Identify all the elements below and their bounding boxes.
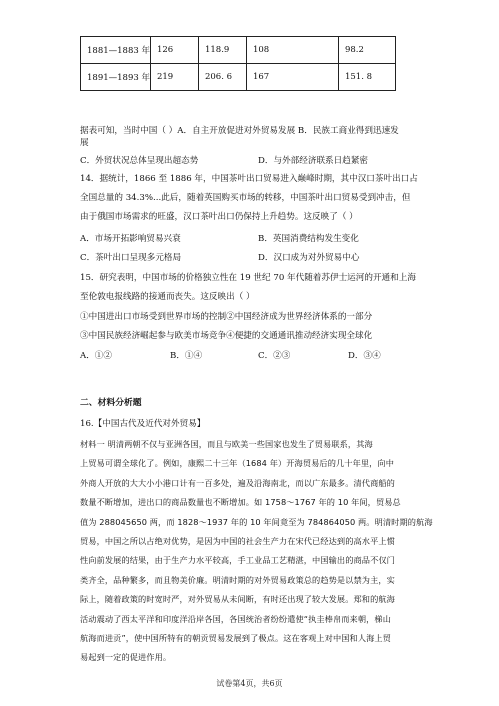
q15-line2: 至伦敦电报线路的接通而丧失。这反映出（ ） [80,292,255,302]
trade-data-table [80,36,396,91]
material-line: 性向前发展的结果，由于生产力水平较高，手工业品工艺精湛，中国输出的商品不仅门 [80,555,395,566]
material-line: 活动震动了西太平洋和印度洋沿岸各国，各国统治者纷纷遣使“执圭棒帛而来朝，梯山 [80,613,391,624]
q14-line3: 由于俄国市场需求的旺盛，汉口茶叶出口仍保持上升趋势。这反映了（ ） [80,212,358,222]
q15-option-c: C．②③ [258,351,291,361]
material-line: 航海而进贡”，使中国所特有的朝贡贸易发展到了极点。这在客观上对中国和人海上贸 [80,633,391,643]
table-row [81,64,396,91]
material-line: 材料一 明清两朝不仅与亚洲各国，而且与欧美一些国家也发生了贸易联系，其海 [80,439,373,449]
material-line: 际上，随着政策的时宽时严，对外贸易从未间断，有时还出现了较大发展。郑和的航海 [80,594,395,605]
q13-stem-line1: 据表可知，当时中国（ ）A．自主开放促进对外贸易发展 B．民族工商业得到迅速发 [80,126,399,136]
q14-option-a: A．市场开拓影响贸易兴衰 [80,234,181,244]
section-title: 二、材料分析题 [80,398,142,408]
material-line: 外商人开放的大大小小港口计有一百多处，遍及沿海南北，而以广东最多。清代商船的 [80,477,395,488]
q15-line4: ③中国民族经济崛起参与欧美市场竞争④便捷的交通通讯推动经济实现全球化 [80,331,373,341]
material-line: 贸易，中国之所以占绝对优势，是因为中国的社会生产力在宋代已经达到的高水平上惯 [80,536,395,546]
material-line: 值为 288045650 两，而 1828～1937 年的 10 年间竟至为 784864050 两。明清时期的航海 [80,516,433,527]
material-line: 易起到一定的促进作用。 [80,652,172,663]
page-footer: 试卷第4页，共6页 [216,679,283,688]
q15-line3: ①中国进出口市场受到世界市场的控制②中国经济成为世界经济体系的一部分 [80,312,373,322]
table-cell: 126 [150,37,198,64]
q16-title: 16.【中国古代及近代对外贸易】 [80,419,206,429]
q13-stem-line2: 展 [80,138,89,148]
table-cell: 151. 8 [338,64,395,91]
material-line: 数量不断增加，进出口的商品数量也不断增加。如 1758～1767 年的 10 年间，贸易总 [80,497,401,508]
table-cell: 108 [246,37,338,64]
q14-line1: 14．据统计，1866 至 1886 年，中国茶叶出口贸易进入巅峰时期，其中汉口茶叶出口占 [80,174,418,184]
q14-option-d: D．汉口成为对外贸易中心 [258,253,360,263]
table-cell: 219 [150,64,198,91]
q14-option-c: C．茶叶出口呈现多元格局 [80,253,182,263]
table-cell: 206. 6 [198,64,246,91]
q14-option-b: B．英国消费结构发生变化 [258,234,359,244]
table-cell: 167 [246,64,338,91]
q15-option-a: A．①② [80,351,112,361]
q15-option-d: D．③④ [348,351,381,361]
q15-option-b: B．①④ [170,351,203,361]
table-cell: 1881—1883 年 [81,37,151,64]
material-line: 上贸易可谓全球化了。例如，康熙二十三年（1684 年）开海贸易后的几十年里，向中 [80,458,395,469]
table-cell: 118.9 [198,37,246,64]
q13-option-d: D．与外部经济联系日趋紧密 [258,156,369,166]
table-row [81,37,396,64]
table-cell: 98.2 [338,37,395,64]
q14-line2: 全国总量的 34.3%...此后，随着英国购买市场的转移，中国茶叶出口贸易受到冲击，但 [80,193,411,203]
q13-option-c: C．外贸状况总体呈现出超态势 [80,156,199,166]
q15-line1: 15．研究表明，中国市场的价格独立性在 19 世纪 70 年代随着苏伊士运河的开通和上海 [80,273,416,283]
table-cell: 1891—1893 年 [81,64,151,91]
material-line: 类齐全，品种繁多，而且物美价廉。明清时期的对外贸易政策总的趋势是以禁为主，实 [80,574,395,585]
